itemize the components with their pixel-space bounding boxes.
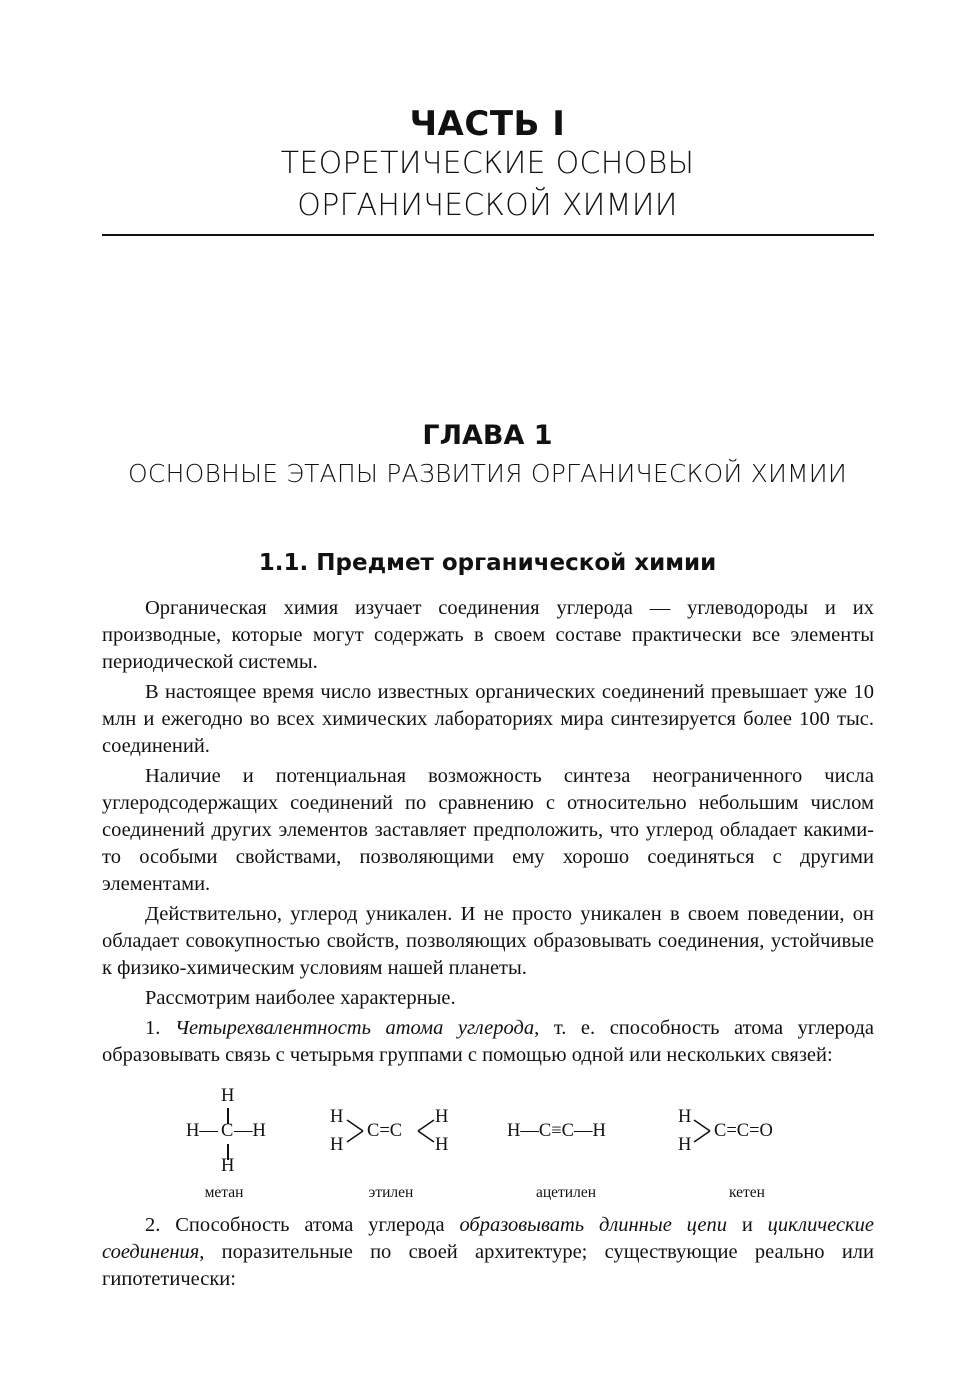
formula-label: ацетилен — [535, 1184, 597, 1201]
atom-h: H — [330, 1107, 344, 1127]
part-label: ЧАСТЬ I — [409, 104, 566, 144]
bond-fork-right — [414, 1118, 436, 1144]
atom-h: H — [435, 1107, 449, 1127]
formula-label: этилен — [368, 1184, 414, 1201]
body-text-bottom — [102, 1212, 874, 1293]
part-divider — [102, 234, 874, 236]
atom-core: C=C — [367, 1121, 403, 1141]
emphasis: образовывать длинные цепи — [459, 1214, 728, 1236]
paragraph-text: , поразительные по своей архитектуре; существующие реально или гипотетически: — [102, 1241, 874, 1290]
paragraph: Органическая химия изучает соединения углерода — углеводороды и их производные, которые могут содержать в своем составе практически все элементы периодической системы. — [102, 597, 874, 673]
atom-h: H — [435, 1135, 449, 1155]
atom-c: C — [221, 1121, 234, 1141]
formula-label: кетен — [729, 1184, 765, 1201]
paragraph — [102, 1212, 874, 1293]
body-text-top — [102, 595, 874, 1069]
paragraph-text: , т. е. способность атома углерода образовывать связь с четырьмя группами с помощью одной или нескольких связей: — [102, 1017, 874, 1066]
atom-h: H — [330, 1135, 344, 1155]
structural-formulas — [102, 1082, 874, 1206]
emphasis: Четырехвалентность атома углерода — [174, 1017, 535, 1039]
emphasis: циклические соединения — [102, 1214, 874, 1263]
paragraph-text: и — [727, 1214, 768, 1236]
atom-h-right: —H — [234, 1121, 266, 1141]
paragraph — [102, 1015, 874, 1069]
part-title-line-1: ТЕОРЕТИЧЕСКИЕ ОСНОВЫ — [280, 146, 695, 181]
paragraph: В настоящее время число известных органических соединений превышает уже 10 млн и ежегодно во всех химических лабораториях мира синтезируется более 100 тыс. соединений. — [102, 681, 874, 757]
paragraph-text: 2. Способность атома углерода — [145, 1214, 460, 1236]
paragraph: Действительно, углерод уникален. И не просто уникален в своем поведении, он обладает совокупностью свойств, позволяющих образовывать соединения, устойчивые к физико-химическим условиям нашей планеты. — [102, 903, 874, 979]
atom-h-bottom: H — [221, 1156, 235, 1176]
atom-h-top: H — [221, 1086, 235, 1106]
formula-label: метан — [204, 1184, 244, 1201]
atom-h-left: H— — [186, 1121, 218, 1141]
atom-core: C=C=O — [714, 1121, 773, 1141]
formula-text: H—C≡C—H — [507, 1121, 606, 1141]
part-title-line-2: ОРГАНИЧЕСКОЙ ХИМИИ — [297, 188, 678, 223]
bond-fork-left — [692, 1118, 714, 1144]
section-title: 1.1. Предмет органической химии — [258, 550, 717, 576]
chapter-label: ГЛАВА 1 — [422, 420, 553, 451]
paragraph: Наличие и потенциальная возможность синтеза неограниченного числа углеродсодержащих соединений по сравнению с относительно небольшим числом соединений других элементов заставляет предположить, что углерод обладает какими-то особыми свойствами, позволяющими ему хорошо соединяться с другими элементами. — [102, 765, 874, 895]
list-number: 1. — [145, 1017, 175, 1039]
atom-h: H — [678, 1107, 692, 1127]
atom-h: H — [678, 1135, 692, 1155]
bond-fork-left — [345, 1118, 367, 1144]
paragraph: Рассмотрим наиболее характерные. — [145, 987, 456, 1009]
chapter-title: ОСНОВНЫЕ ЭТАПЫ РАЗВИТИЯ ОРГАНИЧЕСКОЙ ХИМИИ — [128, 459, 847, 488]
